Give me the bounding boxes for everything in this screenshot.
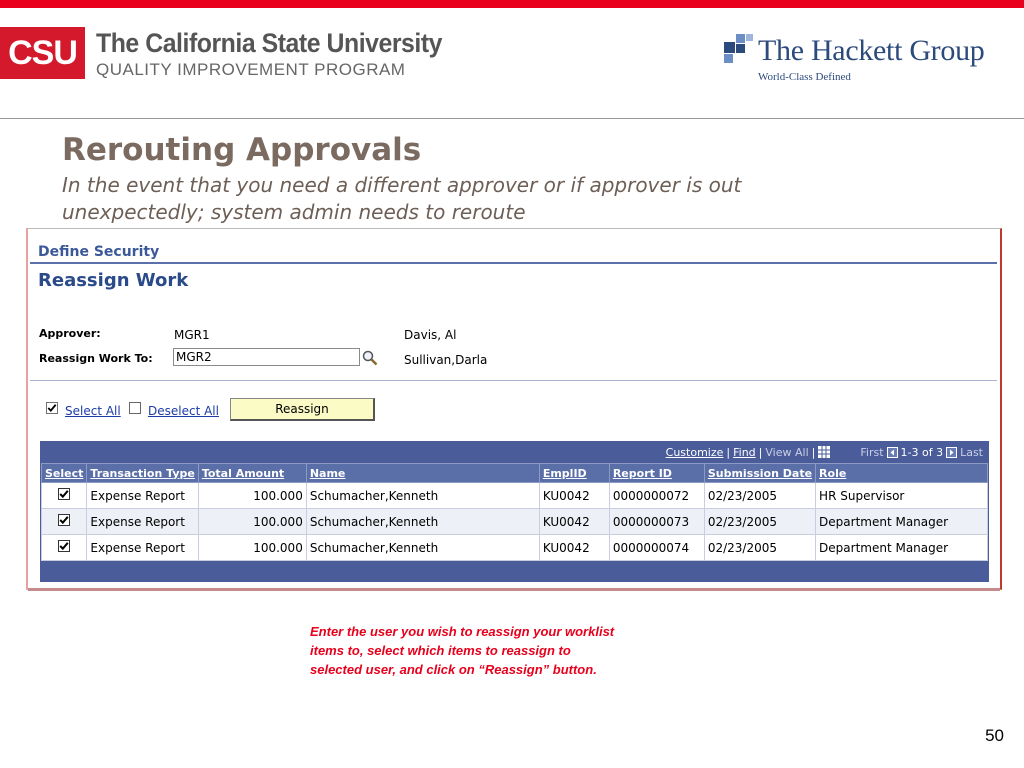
row-select-cell[interactable] [42,483,87,509]
hackett-logo-icon [724,34,754,64]
view-all-link[interactable]: View All [765,445,809,459]
report-id-cell: 0000000073 [609,509,704,535]
reassign-to-input[interactable]: MGR2 [173,348,360,366]
submission-date-cell: 02/23/2005 [704,509,815,535]
column-header-total-amount[interactable]: Total Amount [198,464,306,483]
table-row [42,535,988,561]
role-cell: HR Supervisor [816,483,988,509]
select-all-checkbox[interactable] [46,402,58,414]
breadcrumb: Define Security [38,244,160,260]
csu-university-name: The California State University [96,28,443,58]
row-select-cell[interactable] [42,535,87,561]
row-checkbox-checked-icon[interactable] [58,540,70,552]
worklist-table [41,463,988,561]
customize-link[interactable]: Customize [665,445,724,459]
transaction-type-cell: Expense Report [87,509,198,535]
select-all-link[interactable]: Select All [65,404,121,418]
report-id-cell: 0000000072 [609,483,704,509]
header-divider [0,118,1024,119]
approver-id: MGR1 [174,328,210,342]
column-header-report-id[interactable]: Report ID [609,464,704,483]
submission-date-cell: 02/23/2005 [704,483,815,509]
submission-date-cell: 02/23/2005 [704,535,815,561]
emplid-cell: KU0042 [539,509,609,535]
last-label[interactable]: Last [960,445,983,459]
previous-arrow-icon[interactable] [887,447,898,458]
name-cell: Schumacher,Kenneth [306,483,539,509]
toolbar-separator: | [726,445,731,459]
approver-label: Approver: [39,327,101,340]
hackett-tagline: World-Class Defined [758,71,851,83]
column-header-submission-date[interactable]: Submission Date [704,464,815,483]
instruction-callout: Enter the user you wish to reassign your worklist items to, select which items to reassign to selected user, and click on “Reassign” button. [310,624,615,677]
slide-title: Rerouting Approvals [62,132,422,168]
column-header-role[interactable]: Role [816,464,988,483]
emplid-cell: KU0042 [539,535,609,561]
total-amount-cell: 100.000 [198,483,306,509]
emplid-cell: KU0042 [539,483,609,509]
panel-shadow [28,588,1000,591]
row-checkbox-checked-icon[interactable] [58,514,70,526]
toolbar-separator: | [811,445,816,459]
find-link[interactable]: Find [733,445,756,459]
name-cell: Schumacher,Kenneth [306,535,539,561]
total-amount-cell: 100.000 [198,509,306,535]
column-header-transaction-type[interactable]: Transaction Type [87,464,198,483]
approver-name: Davis, Al [404,328,457,342]
reassign-to-name: Sullivan,Darla [404,353,488,367]
table-header-row [42,464,988,483]
grid-view-icon[interactable] [818,446,830,458]
report-id-cell: 0000000074 [609,535,704,561]
column-header-emplid[interactable]: EmplID [539,464,609,483]
deselect-all-link[interactable]: Deselect All [148,404,219,418]
row-range: 1-3 of 3 [900,445,944,459]
role-cell: Department Manager [816,509,988,535]
table-row [42,483,988,509]
page-title: Reassign Work [38,270,189,291]
magnifier-icon[interactable] [362,350,378,366]
top-accent-bar [0,0,1024,8]
first-label[interactable]: First [860,445,884,459]
reassign-to-label: Reassign Work To: [39,352,153,365]
deselect-all-checkbox[interactable] [129,402,141,414]
next-arrow-icon[interactable] [946,447,957,458]
section-divider [30,380,997,381]
breadcrumb-divider [30,262,997,264]
transaction-type-cell: Expense Report [87,483,198,509]
toolbar-separator: | [758,445,763,459]
row-checkbox-checked-icon[interactable] [58,488,70,500]
table-row [42,509,988,535]
column-header-name[interactable]: Name [306,464,539,483]
row-select-cell[interactable] [42,509,87,535]
grid-toolbar [666,444,983,460]
csu-program-name: QUALITY IMPROVEMENT PROGRAM [96,60,406,79]
csu-logo: CSU [0,27,85,79]
transaction-type-cell: Expense Report [87,535,198,561]
total-amount-cell: 100.000 [198,535,306,561]
reassign-button[interactable]: Reassign [230,398,375,421]
slide-subtitle: In the event that you need a different approver or if approver is out unexpectedly; system admin needs to reroute [62,173,742,224]
column-header-select[interactable]: Select [42,464,87,483]
role-cell: Department Manager [816,535,988,561]
page-number: 50 [985,726,1004,745]
name-cell: Schumacher,Kenneth [306,509,539,535]
hackett-group-name: The Hackett Group [758,34,985,67]
worklist-grid [40,441,989,582]
